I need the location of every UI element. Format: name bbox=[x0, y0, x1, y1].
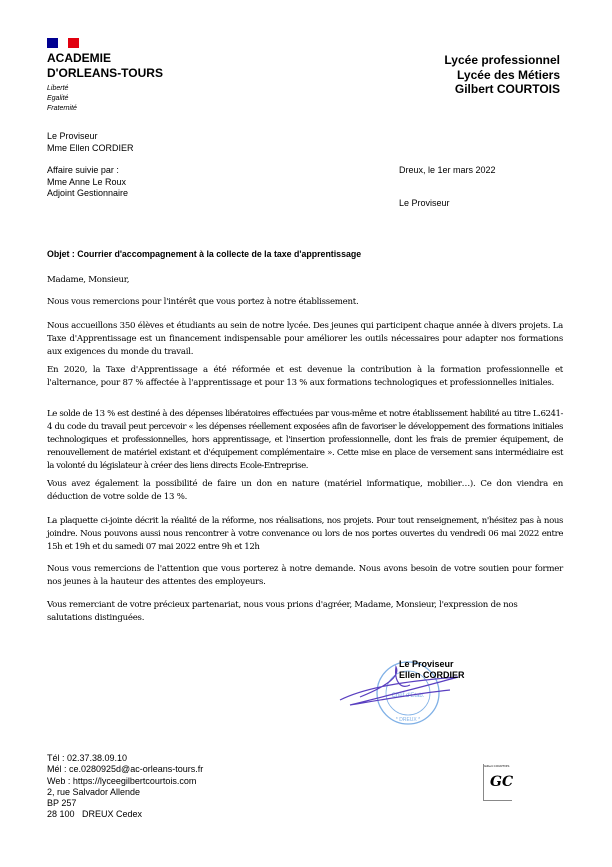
logo-initials: GC bbox=[490, 774, 514, 790]
followed-by-line: Adjoint Gestionnaire bbox=[47, 188, 129, 198]
school-name bbox=[444, 53, 560, 97]
sender-line: Mme Ellen CORDIER bbox=[47, 142, 134, 153]
signature-line: Ellen CORDIER bbox=[399, 669, 465, 680]
republic-motto bbox=[47, 84, 77, 114]
subject-line: Objet : Courrier d'accompagnement à la collecte de la taxe d'apprentissage bbox=[47, 249, 362, 259]
republic-flag-logo bbox=[47, 38, 79, 48]
paragraph bbox=[47, 599, 563, 625]
paragraph bbox=[47, 364, 563, 390]
paragraph-text: Nous vous remercions pour l'intérêt que vous portez à notre établissement. bbox=[47, 297, 359, 307]
footer-city: 28 100 DREUX Cedex bbox=[47, 809, 143, 820]
school-logo bbox=[483, 764, 512, 801]
paragraph bbox=[47, 563, 563, 589]
academy-name bbox=[47, 51, 163, 81]
paragraph bbox=[47, 478, 563, 504]
motto-line: Egalité bbox=[47, 95, 69, 102]
paragraph bbox=[47, 320, 563, 359]
paragraph-text: Le solde de 13 % est destiné à des dépenses libératoires effectuées par vous-même et notre établissement habilité au titre L.6241-4 du code du travail peut percevoir « les dépenses réellement exposées afin de favoriser le développement des formations initiales technologiques et professionnelles, hors apprentissage, et l'insertion professionnelle, dont les frais de premier équipement, de renouvellement de matériel existant et d'équipement complémentaire ». Cette mise en place de versement sans intermédiaire est la volonté du législateur à créer des liens directs Ecole-Entreprise. bbox=[47, 409, 563, 471]
sender-line: Le Proviseur bbox=[47, 131, 98, 141]
paragraph-text: La plaquette ci-jointe décrit la réalité de la réforme, nos réalisations, nos projets. Pour tout renseignement, n'hésitez pas à nous joindre. Nous pouvons aussi nous rencontrer à votre convenance ou lors de nos portes ouvertes du vendredi 06 mai 2022 entre 15h et 19h et du samedi 07 mai 2022 entre 9h et 12h bbox=[47, 516, 563, 552]
academy-line: D'ORLEANS-TOURS bbox=[47, 66, 163, 80]
school-line: Lycée professionnel bbox=[444, 53, 560, 67]
followed-by-line: Mme Anne Le Roux bbox=[47, 176, 127, 187]
sender-block bbox=[47, 131, 134, 154]
paragraph bbox=[47, 515, 563, 554]
followed-by-line: Affaire suivie par : bbox=[47, 165, 119, 175]
school-line: Gilbert COURTOIS bbox=[454, 82, 560, 96]
svg-text:* DREUX *: * DREUX * bbox=[395, 717, 421, 723]
paragraph-text: Vous remerciant de votre précieux partenariat, nous vous prions d'agréer, Madame, Monsieur, l'expression de nos salutations distinguées. bbox=[47, 600, 518, 623]
school-line: Lycée des Métiers bbox=[457, 67, 560, 82]
motto-line: Fraternité bbox=[47, 105, 77, 112]
followed-by-block bbox=[47, 165, 128, 200]
paragraph-text: Nous accueillons 350 élèves et étudiants au sein de notre lycée. Des jeunes qui participent chaque année à divers projets. La Taxe d'Apprentissage est un financement indispensable pour améliorer les outils nécessaires pour adapter nos formations aux exigences du monde du travail. bbox=[47, 321, 563, 357]
signature-block bbox=[399, 659, 465, 680]
svg-text:Chef d'Etab.: Chef d'Etab. bbox=[391, 693, 425, 699]
paragraph bbox=[47, 408, 563, 473]
footer-address: 2, rue Salvador Allende bbox=[47, 786, 141, 797]
footer-po-box: BP 257 bbox=[47, 798, 77, 809]
salutation: Madame, Monsieur, bbox=[47, 275, 130, 285]
letter-date: Dreux, le 1er mars 2022 bbox=[399, 165, 496, 175]
academy-line: ACADEMIE bbox=[47, 51, 112, 65]
paragraph-text: En 2020, la Taxe d'Apprentissage a été réformée et est devenue la contribution à la formation professionnelle et l'alternance, pour 87 % affectée à l'apprentissage et pour 13 % aux formations technologiques et professionnelles initiales. bbox=[47, 365, 563, 388]
paragraph-text: Nous vous remercions de l'attention que vous porterez à notre demande. Nous avons besoin de votre soutien pour former nos jeunes à la hauteur des attentes des employeurs. bbox=[47, 564, 563, 587]
paragraph bbox=[47, 296, 563, 309]
recipient-role: Le Proviseur bbox=[399, 198, 450, 208]
paragraph-text: Vous avez également la possibilité de faire un don en nature (matériel informatique, mobilier…). Ce don viendra en déduction de votre solde de 13 %. bbox=[47, 479, 563, 502]
footer-email[interactable]: Mél : ce.0280925d@ac-orleans-tours.fr bbox=[47, 764, 204, 775]
logo-text: Gilbert COURTOIS bbox=[484, 764, 510, 768]
signature-line: Le Proviseur bbox=[399, 659, 454, 669]
footer-phone: Tél : 02.37.38.09.10 bbox=[47, 753, 128, 763]
footer-contact bbox=[47, 753, 203, 821]
footer-website[interactable]: Web : https://lyceegilbertcourtois.com bbox=[47, 775, 197, 786]
motto-line: Liberté bbox=[47, 85, 69, 92]
